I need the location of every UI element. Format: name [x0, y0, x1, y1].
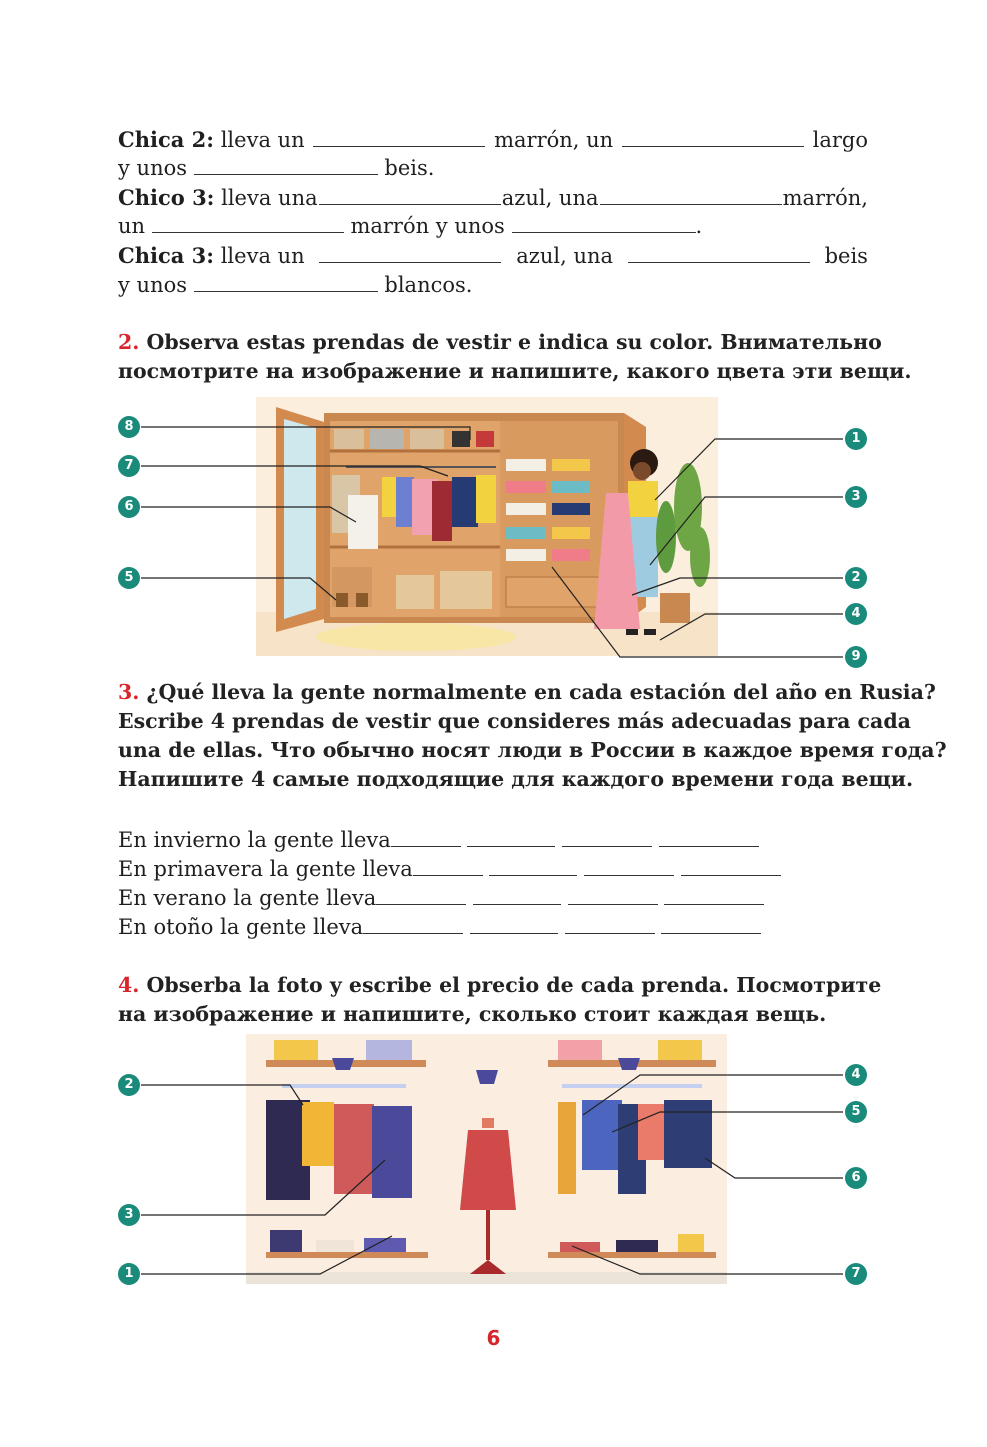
blank-field[interactable] — [194, 155, 378, 175]
blank-field[interactable] — [664, 885, 764, 905]
callout-badge-4: 4 — [845, 603, 867, 625]
ex2-instructions: 2. Observa estas prendas de vestir e indica su color. Внимательно посмотрите на изображение и напишите, какого цвета эти вещи. — [118, 330, 912, 383]
wardrobe-illustration — [256, 397, 718, 656]
blank-field[interactable] — [319, 185, 501, 205]
callout-badge-3: 3 — [845, 486, 867, 508]
ex1-chica3-line2: y unos blancos. — [118, 273, 473, 297]
blank-field[interactable] — [512, 213, 696, 233]
blank-field[interactable] — [473, 885, 561, 905]
ex4-instructions: 4. Obserba la foto y escribe el precio de cada prenda. Посмотрите на изображение и напишите, сколько стоит каждая вещь. — [118, 973, 882, 1026]
blank-field[interactable] — [363, 914, 463, 934]
ex1-chica3-line1: Chica 3: lleva un azul, una beis — [118, 243, 868, 268]
blank-field[interactable] — [568, 885, 658, 905]
season-line-winter: En invierno la gente lleva — [118, 826, 868, 855]
blank-field[interactable] — [661, 914, 761, 934]
blank-field[interactable] — [413, 856, 483, 876]
callout-badge-5: 5 — [118, 567, 140, 589]
blank-field[interactable] — [565, 914, 655, 934]
callout-badge-3: 3 — [118, 1204, 140, 1226]
ex1-chico3-line1: Chico 3: lleva una azul, una marrón, — [118, 185, 868, 210]
callout-badge-7: 7 — [118, 455, 140, 477]
ex3-instructions: 3. ¿Qué lleva la gente normalmente en cada estación del año en Rusia? Escribe 4 prendas de vestir que consideres más adecuadas para cada una de ellas. Что обычно носят люди в России в каждое время года? Напишите 4 самые подходящие для каждого времени года вещи. — [118, 680, 947, 791]
chico3-label: Chico 3: — [118, 185, 215, 210]
callout-badge-8: 8 — [118, 416, 140, 438]
blank-field[interactable] — [584, 856, 674, 876]
callout-badge-7: 7 — [845, 1263, 867, 1285]
ex1-chico3-line2: un marrón y unos . — [118, 214, 703, 238]
callout-badge-6: 6 — [845, 1167, 867, 1189]
blank-field[interactable] — [467, 827, 555, 847]
callout-badge-1: 1 — [845, 428, 867, 450]
ex1-chica2-line2: y unos beis. — [118, 156, 435, 180]
blank-field[interactable] — [152, 213, 344, 233]
chica3-label: Chica 3: — [118, 243, 215, 268]
season-line-spring: En primavera la gente lleva — [118, 855, 868, 884]
blank-field[interactable] — [194, 272, 378, 292]
callout-badge-5: 5 — [845, 1101, 867, 1123]
clothing-store-illustration — [246, 1034, 727, 1284]
callout-badge-1: 1 — [118, 1263, 140, 1285]
season-line-autumn: En otoño la gente lleva — [118, 913, 868, 942]
blank-field[interactable] — [319, 243, 501, 263]
blank-field[interactable] — [489, 856, 577, 876]
callout-badge-6: 6 — [118, 496, 140, 518]
callout-badge-2: 2 — [118, 1074, 140, 1096]
blank-field[interactable] — [562, 827, 652, 847]
callout-badge-9: 9 — [845, 646, 867, 668]
blank-field[interactable] — [622, 127, 804, 147]
page-number: 6 — [486, 1326, 501, 1350]
chica2-label: Chica 2: — [118, 127, 215, 152]
blank-field[interactable] — [313, 127, 485, 147]
blank-field[interactable] — [470, 914, 558, 934]
ex1-chica2-line1: Chica 2: lleva un marrón, un largo — [118, 127, 868, 152]
callout-badge-2: 2 — [845, 567, 867, 589]
blank-field[interactable] — [600, 185, 782, 205]
callout-badge-4: 4 — [845, 1064, 867, 1086]
blank-field[interactable] — [376, 885, 466, 905]
blank-field[interactable] — [659, 827, 759, 847]
blank-field[interactable] — [391, 827, 461, 847]
blank-field[interactable] — [681, 856, 781, 876]
season-line-summer: En verano la gente lleva — [118, 884, 868, 913]
blank-field[interactable] — [628, 243, 810, 263]
